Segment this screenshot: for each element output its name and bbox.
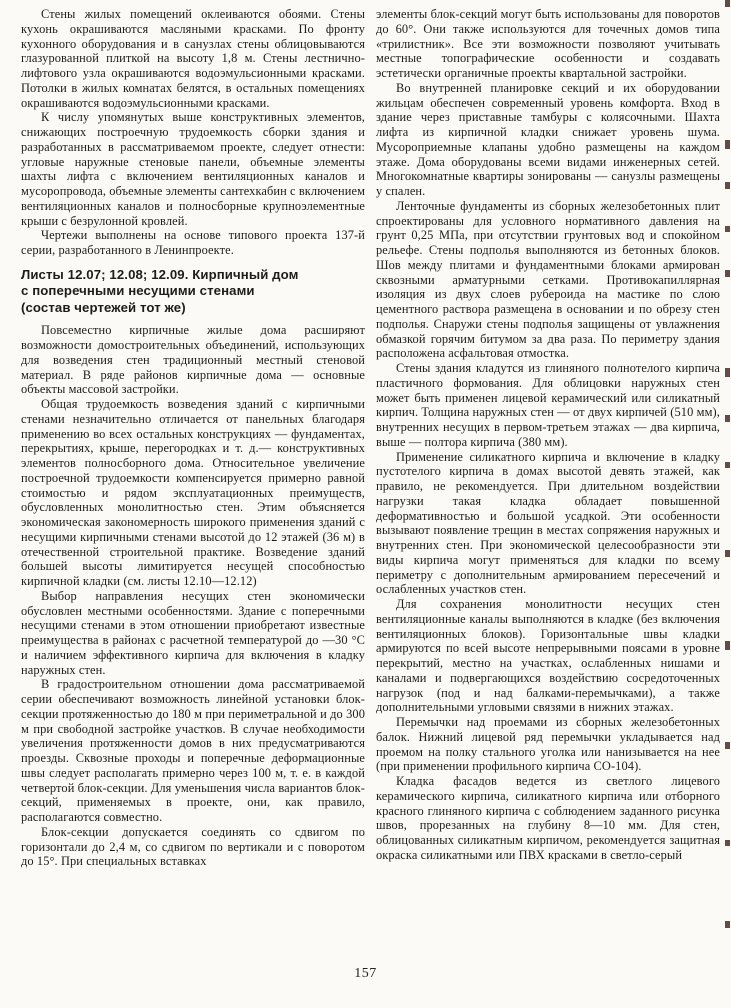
paragraph: Ленточные фундаменты из сборных железобетонных плит спроектированы для условного нормативного давления на грунт 0,25 МПа, при отсутствии грунтовых вод и спокойном рельефе. Стены подполья выполняются из бетонных блоков. Шов между плитами и фундаментными блоками армирован сквозными арматурными сетками. Противокапиллярная изоляция из двух слоев рубероида на мастике по слою цементного раствора размещена в основании и по обрезу стен подполья. Снаружи стены подполья защищены от увлажнения обмазкой горячим битумом за два раза. По периметру здания расположена асфальтовая отмостка. (376, 198, 720, 361)
scan-artifact (725, 840, 730, 846)
paragraph: Во внутренней планировке секций и их оборудовании жильцам обеспечен современный уровень комфорта. Вход в здание через приставные тамбуры с колясочными. Шахта лифта из кирпичной кладки снижает уровень шума. Мусороприемные клапаны удобно размещены на каждом этаже. Дома оборудованы всеми видами инженерных сетей. Многокомнатные квартиры зонированы — санузлы размещены у спален. (376, 80, 720, 198)
paragraph: Повсеместно кирпичные жилые дома расширяют возможности домостроительных объединений, использующих для возведения стен традиционный местный стеновой материал. В ряде районов кирпичные дома — основные объекты массовой застройки. (21, 323, 365, 397)
paragraph: Стены здания кладутся из глиняного полнотелого кирпича пластичного формования. Для облицовки наружных стен может быть применен лицевой керамический или силикатный кирпич. Толщина наружных стен — от двух кирпичей (510 мм), внутренних несущих в первом-третьем этажах — два кирпича, выше — полтора кирпича (380 мм). (376, 361, 720, 449)
scan-artifact (725, 742, 730, 749)
section-heading-line: (состав чертежей тот же) (21, 299, 186, 315)
paragraph: Блок-секции допускается соединять со сдвигом по горизонтали до 2,4 м, со сдвигом по вертикали и с поворотом до 15°. При специальных вставках (21, 824, 365, 869)
scan-artifact (725, 270, 730, 277)
scan-artifact (725, 641, 730, 650)
scan-artifact (725, 921, 730, 928)
scan-artifact (725, 550, 730, 557)
section-heading-line: Листы 12.07; 12.08; 12.09. Кирпичный дом (21, 266, 299, 282)
page-number: 157 (354, 966, 377, 981)
paragraph: Применение силикатного кирпича и включение в кладку пустотелого кирпича в домах высотой девять этажей, как правило, не рекомендуется. При длительном воздействии нагрузки такая кладка обладает повышенной деформативностью и большой усадкой. Эти особенности вызывают появление трещин в местах сопряжения наружных и внутренних стен. При экономической целесообразности эти виды кирпича могут применяться для кладки по всему периметру с дополнительным армированием пересечений и ослабленных участков стен. (376, 449, 720, 597)
paragraph: В градостроительном отношении дома рассматриваемой серии обеспечивают возможность линейной установки блок-секции протяженностью до 180 м при периметральной и до 300 м при свободной застройке участков. В случае необходимости увеличения протяженности домов в них предусматриваются проезды. Сквозные проходы и поперечные деформационные швы следует располагать примерно через 100 м, т. е. в каждой четвертой блок-секции. Для уменьшения числа вариантов блок-секций, применяемых в проекте, они, как правило, располагаются совместно. (21, 677, 365, 824)
section-heading (21, 267, 365, 317)
section-heading-line: с поперечными несущими стенами (21, 283, 255, 299)
paragraph: Стены жилых помещений оклеиваются обоями. Стены кухонь окрашиваются масляными красками. По фронту кухонного оборудования и в санузлах стены облицовываются глазурованной плиткой на высоту 1,8 м. Стены лестнично-лифтового узла окрашиваются водоэмульсионными красками. Потолки в жилых комнатах белятся, в остальных помещениях окрашиваются водоэмульсионными красками. (21, 7, 365, 110)
paragraph: Выбор направления несущих стен экономически обусловлен местными особенностями. Здание с поперечными несущими стенами в этом отношении приобретают известные преимущества в районах с расчетной температурой до —30 °С и наличием эффективного кирпича для включения в кладку наружных стен. (21, 588, 365, 677)
paragraph: Общая трудоемкость возведения зданий с кирпичными стенами незначительно отличается от панельных благодаря применению во всех остальных конструкциях — фундаментах, перекрытиях, крыше, перегородках и т. д.— конструктивных элементов полносборного дома. Относительное увеличение построечной трудоемкости компенсируется примерно равной стоимостью и рядом эксплуатационных преимуществ, обусловленных монолитностью стен. Этим объясняется экономическая закономерность широкого применения зданий с несущими кирпичными стенами высотой до 12 этажей (36 м) в отечественной строительной практике. Возведение зданий большей высоты лимитируется несущей способностью кирпичной кладки (см. листы 12.10—12.12) (21, 397, 365, 588)
paragraph: Чертежи выполнены на основе типового проекта 137-й серии, разработанного в Ленинпроекте. (21, 228, 365, 257)
scan-artifact (725, 415, 730, 422)
left-column (21, 7, 365, 869)
paragraph: К числу упомянутых выше конструктивных элементов, снижающих построечную трудоемкость сборки здания и разработанных в рассматриваемом проекте, следует отнести: угловые наружные стеновые панели, объемные элементы шахты лифта с включением вентиляционных каналов и мусоропровода, объемные элементы сантехкабин с включением вентиляционных каналов и полносборные крупноэлементные крыши с безрулонной кровлей. (21, 110, 366, 228)
scan-artifact (725, 182, 730, 189)
scan-artifact (725, 368, 730, 377)
right-column (376, 7, 720, 869)
scan-artifact (725, 226, 730, 232)
scan-artifact (725, 462, 730, 468)
paragraph: Для сохранения монолитности несущих стен вентиляционные каналы выполняются в кладке (без включения вентиляционных блоков). Горизонтальные швы кладки армируются по всей высоте непрерывными поясами в уровне перекрытий, местно на участках, ослабленных нишами и каналами и подвергающихся воздействию сосредоточенных нагрузок (под и над балками-перемычками), а также дополнительными угловыми связями в нижних этажах. (376, 597, 720, 715)
paragraph: Кладка фасадов ведется из светлого лицевого керамического кирпича, силикатного кирпича или отборного красного глиняного кирпича с соблюдением заданного рисунка швов, прорезанных на глубину 8—10 мм. Для стен, облицованных силикатным кирпичом, рекомендуется защитная окраска силикатными или ПВХ красками в светло-серый (376, 774, 720, 862)
paragraph: Перемычки над проемами из сборных железобетонных балок. Нижний лицевой ряд перемычки укладывается над проемом на полку стального уголка или нанизывается на нее (при применении профильного кирпича СО-104). (376, 715, 720, 774)
paragraph-continuation: элементы блок-секций могут быть использованы для поворотов до 60°. Они также используются для точечных домов типа «трилистник». Все эти возможности позволяют учитывать местные топографические особенности и создавать эстетически органичные проекты квартальной застройки. (376, 7, 720, 80)
scan-artifact (725, 140, 730, 149)
text-columns (21, 7, 721, 869)
scan-artifact (725, 0, 730, 7)
